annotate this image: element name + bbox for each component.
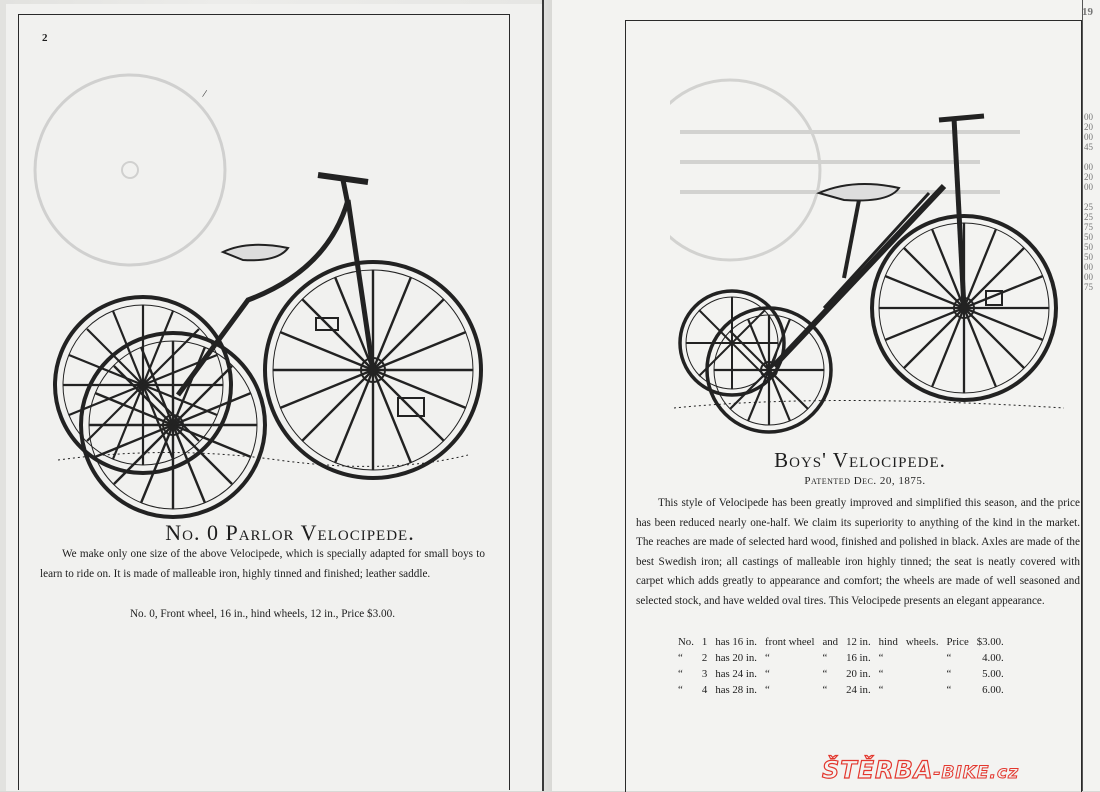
price-cell-front: “ [765,684,770,696]
price-cell-hind: 16 in. [846,652,871,664]
price-table [674,634,1008,698]
parlor-description-text: We make only one size of the above Velocipede, which is specially adapted for small boys to learn to ride on. It is made of malleable iron, highly tinned and finished; leather saddle. [40,548,485,580]
price-cell-and: “ [822,668,828,680]
right-page-edge-line [1082,0,1083,791]
price-cell-has: has 24 in. [715,668,757,680]
margin-digit: 50 [1084,242,1093,252]
price-row [674,634,1008,650]
price-cell-prefix: “ [678,684,683,696]
price-cell-price: 6.00. [982,684,1004,696]
parlor-velocipede-illustration [48,160,498,520]
price-cell-front: “ [765,668,770,680]
price-cell-price_label: Price [946,636,969,648]
stray-mark: / [201,87,208,101]
margin-digit: 75 [1084,282,1093,292]
price-cell-front: “ [765,652,770,664]
margin-digit: 20 [1084,122,1093,132]
margin-digit: 50 [1084,252,1093,262]
price-row [674,682,1008,698]
price-cell-prefix: “ [678,652,683,664]
price-cell-prefix: “ [678,668,683,680]
price-cell-num: 2 [701,652,708,664]
margin-digit: 00 [1084,262,1093,272]
margin-digit: 25 [1084,212,1093,222]
boys-velocipede-title: Boys' Velocipede. [774,448,946,472]
price-cell-wheels: wheels. [905,636,939,648]
watermark [822,756,1019,784]
price-cell-wheels [902,666,943,682]
price-cell-has: has 16 in. [715,636,757,648]
price-cell-num: 1 [701,636,708,648]
price-cell-price: 4.00. [982,652,1004,664]
price-cell-hind: 24 in. [846,684,871,696]
watermark-part1: ŠTĚRBA [822,756,934,784]
boys-description [636,494,1080,612]
price-cell-and: “ [822,684,828,696]
price-cell-has: has 28 in. [715,684,757,696]
margin-digit: 75 [1084,222,1093,232]
margin-digit: 00 [1084,112,1093,122]
parlor-description [40,545,485,584]
margin-digit [1084,192,1100,202]
margin-digit: 50 [1084,232,1093,242]
price-cell-and: and [822,636,839,648]
price-cell-hind: 12 in. [846,636,871,648]
watermark-part2: -BIKE.cz [933,763,1019,783]
margin-digit [1084,152,1100,162]
price-cell-price: $3.00. [976,636,1004,648]
right-page-number: 19 [1082,6,1093,18]
margin-digit: 45 [1084,142,1093,152]
margin-digit: 25 [1084,202,1093,212]
price-row [674,666,1008,682]
price-cell-hindlabel: “ [878,652,884,664]
margin-bleed-digits [1084,112,1100,292]
left-page-number: 2 [42,32,48,44]
patent-line: Patented Dec. 20, 1875. [804,475,926,487]
price-cell-hindlabel: “ [878,668,884,680]
price-cell-hindlabel: hind [878,636,898,648]
margin-digit: 00 [1084,132,1093,142]
price-cell-price_label: “ [946,684,952,696]
price-cell-hindlabel: “ [878,684,884,696]
margin-digit: 00 [1084,162,1093,172]
price-cell-wheels [902,650,943,666]
price-cell-has: has 20 in. [715,652,757,664]
price-row [674,650,1008,666]
price-cell-price_label: “ [946,668,952,680]
price-cell-front: front wheel [765,636,815,648]
parlor-velocipede-title: No. 0 Parlor Velocipede. [165,520,415,545]
page-gutter [542,0,544,791]
margin-digit: 20 [1084,172,1093,182]
boys-description-text: This style of Velocipede has been greatly improved and simplified this season, and the price has been reduced nearly one-half. We claim its superiority to anything of the kind in the market. The reaches are made of selected hard wood, finished and polished in black. Axles are made of the best Swedish iron; all castings of malleable iron highly tinned; the seat is neatly covered with carpet which adds greatly to appearance and comfort; the wheels are made of well seasoned and selected stock, and have welded oval tires. This Velocipede presents an elegant appearance. [636,497,1080,607]
price-cell-price_label: “ [946,652,952,664]
price-cell-hind: 20 in. [846,668,871,680]
price-cell-and: “ [822,652,828,664]
parlor-spec: No. 0, Front wheel, 16 in., hind wheels, 12 in., Price $3.00. [129,608,396,620]
boys-velocipede-illustration [674,108,1069,448]
price-cell-prefix: No. [678,636,694,648]
margin-digit: 00 [1084,182,1093,192]
margin-digit: 00 [1084,272,1093,282]
price-cell-num: 3 [701,668,708,680]
price-cell-wheels [902,682,943,698]
price-cell-num: 4 [701,684,708,696]
price-cell-price: 5.00. [982,668,1004,680]
